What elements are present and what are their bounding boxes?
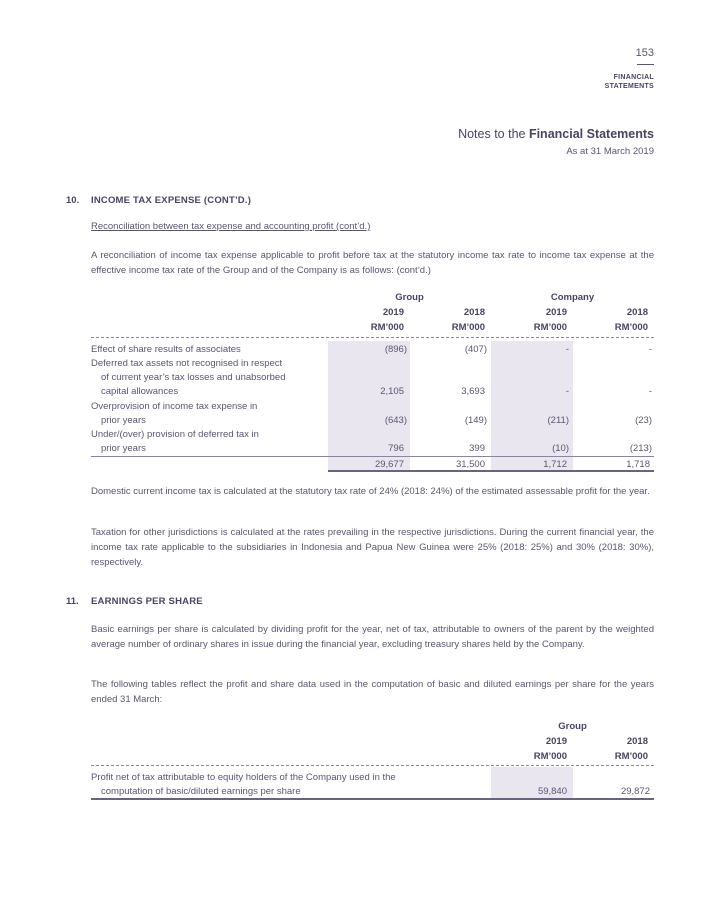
table-cell: 59,840 <box>537 786 567 797</box>
table-cell: - <box>648 386 652 397</box>
section-11-para-2: The following tables reflect the profit and share data used in the computation of basic and diluted earnings per share for the years ended 31 March: <box>91 679 654 705</box>
table-row-label: Under/(over) provision of deferred tax in <box>91 429 259 440</box>
section-10-para-3: Taxation for other jurisdictions is calculated at the rates prevailing in the respective jurisdictions. During the current financial year, the income tax rate applicable to the subsidiaries in Indonesia and Papua New Guinea were 25% (2018: 25%) and 30% (2018: 30%), respectively. <box>91 527 654 568</box>
table2-year: 2019 <box>545 736 567 747</box>
table-cell: - <box>565 386 569 397</box>
table1-unit: RM’000 <box>533 322 567 333</box>
table1-year: 2018 <box>626 307 648 318</box>
table-cell: (10) <box>552 443 569 454</box>
table2-group-label: Group <box>558 721 587 732</box>
table-cell: - <box>565 344 569 355</box>
table-row-label: Overprovision of income tax expense in <box>91 401 258 412</box>
section-10-title: INCOME TAX EXPENSE (CONT’D.) <box>91 195 252 206</box>
table1-year: 2019 <box>545 307 567 318</box>
table2-year: 2018 <box>626 736 648 747</box>
table-cell: (643) <box>384 415 407 426</box>
page-title <box>458 127 654 141</box>
table1-company-label: Company <box>550 292 595 303</box>
table-cell: (149) <box>464 415 487 426</box>
table1-total: 1,718 <box>626 459 650 470</box>
page-title-prefix: Notes to the <box>458 127 529 141</box>
table-row-label: Deferred tax assets not recognised in respect <box>91 358 283 369</box>
table1-unit: RM’000 <box>370 322 404 333</box>
section-10-para-2: Domestic current income tax is calculated at the statutory tax rate of 24% (2018: 24%) of the estimated assessable profit for the year. <box>91 486 650 497</box>
table-row-label: prior years <box>101 443 146 454</box>
table-cell: 399 <box>469 443 485 454</box>
section-11-para-1: Basic earnings per share is calculated by dividing profit for the year, net of tax, attributable to owners of the parent by the weighted average number of ordinary shares in issue during the financial year, excluding treasury shares held by the Company. <box>91 624 654 650</box>
table1-year: 2019 <box>382 307 404 318</box>
section-11-title: EARNINGS PER SHARE <box>91 596 203 607</box>
table-cell: 2,105 <box>380 386 404 397</box>
table-cell: 29,872 <box>620 786 650 797</box>
table2-bottom-line <box>91 798 654 800</box>
table2-header-divider <box>91 765 654 766</box>
section-10-number: 10. <box>66 195 80 206</box>
table-cell: - <box>648 344 652 355</box>
section-11-number: 11. <box>66 596 79 607</box>
table-row-label: Profit net of tax attributable to equity holders of the Company used in the <box>91 772 396 783</box>
page-number-rule <box>637 64 654 65</box>
table-cell: (407) <box>464 344 487 355</box>
table1-unit: RM’000 <box>614 322 648 333</box>
table1-total: 31,500 <box>455 459 485 470</box>
page-number: 153 <box>635 47 654 59</box>
table-row-label: capital allowances <box>101 386 179 397</box>
table2-unit: RM’000 <box>614 751 648 762</box>
table1-total-line <box>328 470 654 472</box>
section-10-subheading: Reconciliation between tax expense and accounting profit (cont’d.) <box>91 221 371 232</box>
section-label-line1: FINANCIAL <box>613 74 654 81</box>
table1-year: 2018 <box>463 307 485 318</box>
table-row-label: computation of basic/diluted earnings per share <box>101 786 301 797</box>
table-row-label: of current year’s tax losses and unabsorbed <box>101 372 286 383</box>
table1-total: 1,712 <box>543 459 567 470</box>
table-cell: 3,693 <box>461 386 485 397</box>
section-label-line2: STATEMENTS <box>604 83 654 90</box>
table-row-label: prior years <box>101 415 146 426</box>
table-cell: (896) <box>384 344 407 355</box>
table1-unit: RM’000 <box>451 322 485 333</box>
table1-total: 29,677 <box>374 459 404 470</box>
table1-group-label: Group <box>395 292 424 303</box>
table1-header-divider <box>91 337 654 338</box>
table-cell: (213) <box>629 443 652 454</box>
table-row-label: Effect of share results of associates <box>91 344 241 355</box>
table-cell: 796 <box>388 443 404 454</box>
section-10-intro: A reconciliation of income tax expense applicable to profit before tax at the statutory income tax rate to income tax expense at the effective income tax rate of the Group and of the Company is as follows: (cont’d.) <box>91 250 654 276</box>
section-label <box>605 73 654 91</box>
page-title-bold: Financial Statements <box>528 127 654 141</box>
page-date: As at 31 March 2019 <box>566 146 654 157</box>
table2-unit: RM’000 <box>533 751 567 762</box>
table-cell: (211) <box>547 415 569 426</box>
table1-subtotal-line <box>91 456 654 457</box>
table-cell: (23) <box>635 415 652 426</box>
